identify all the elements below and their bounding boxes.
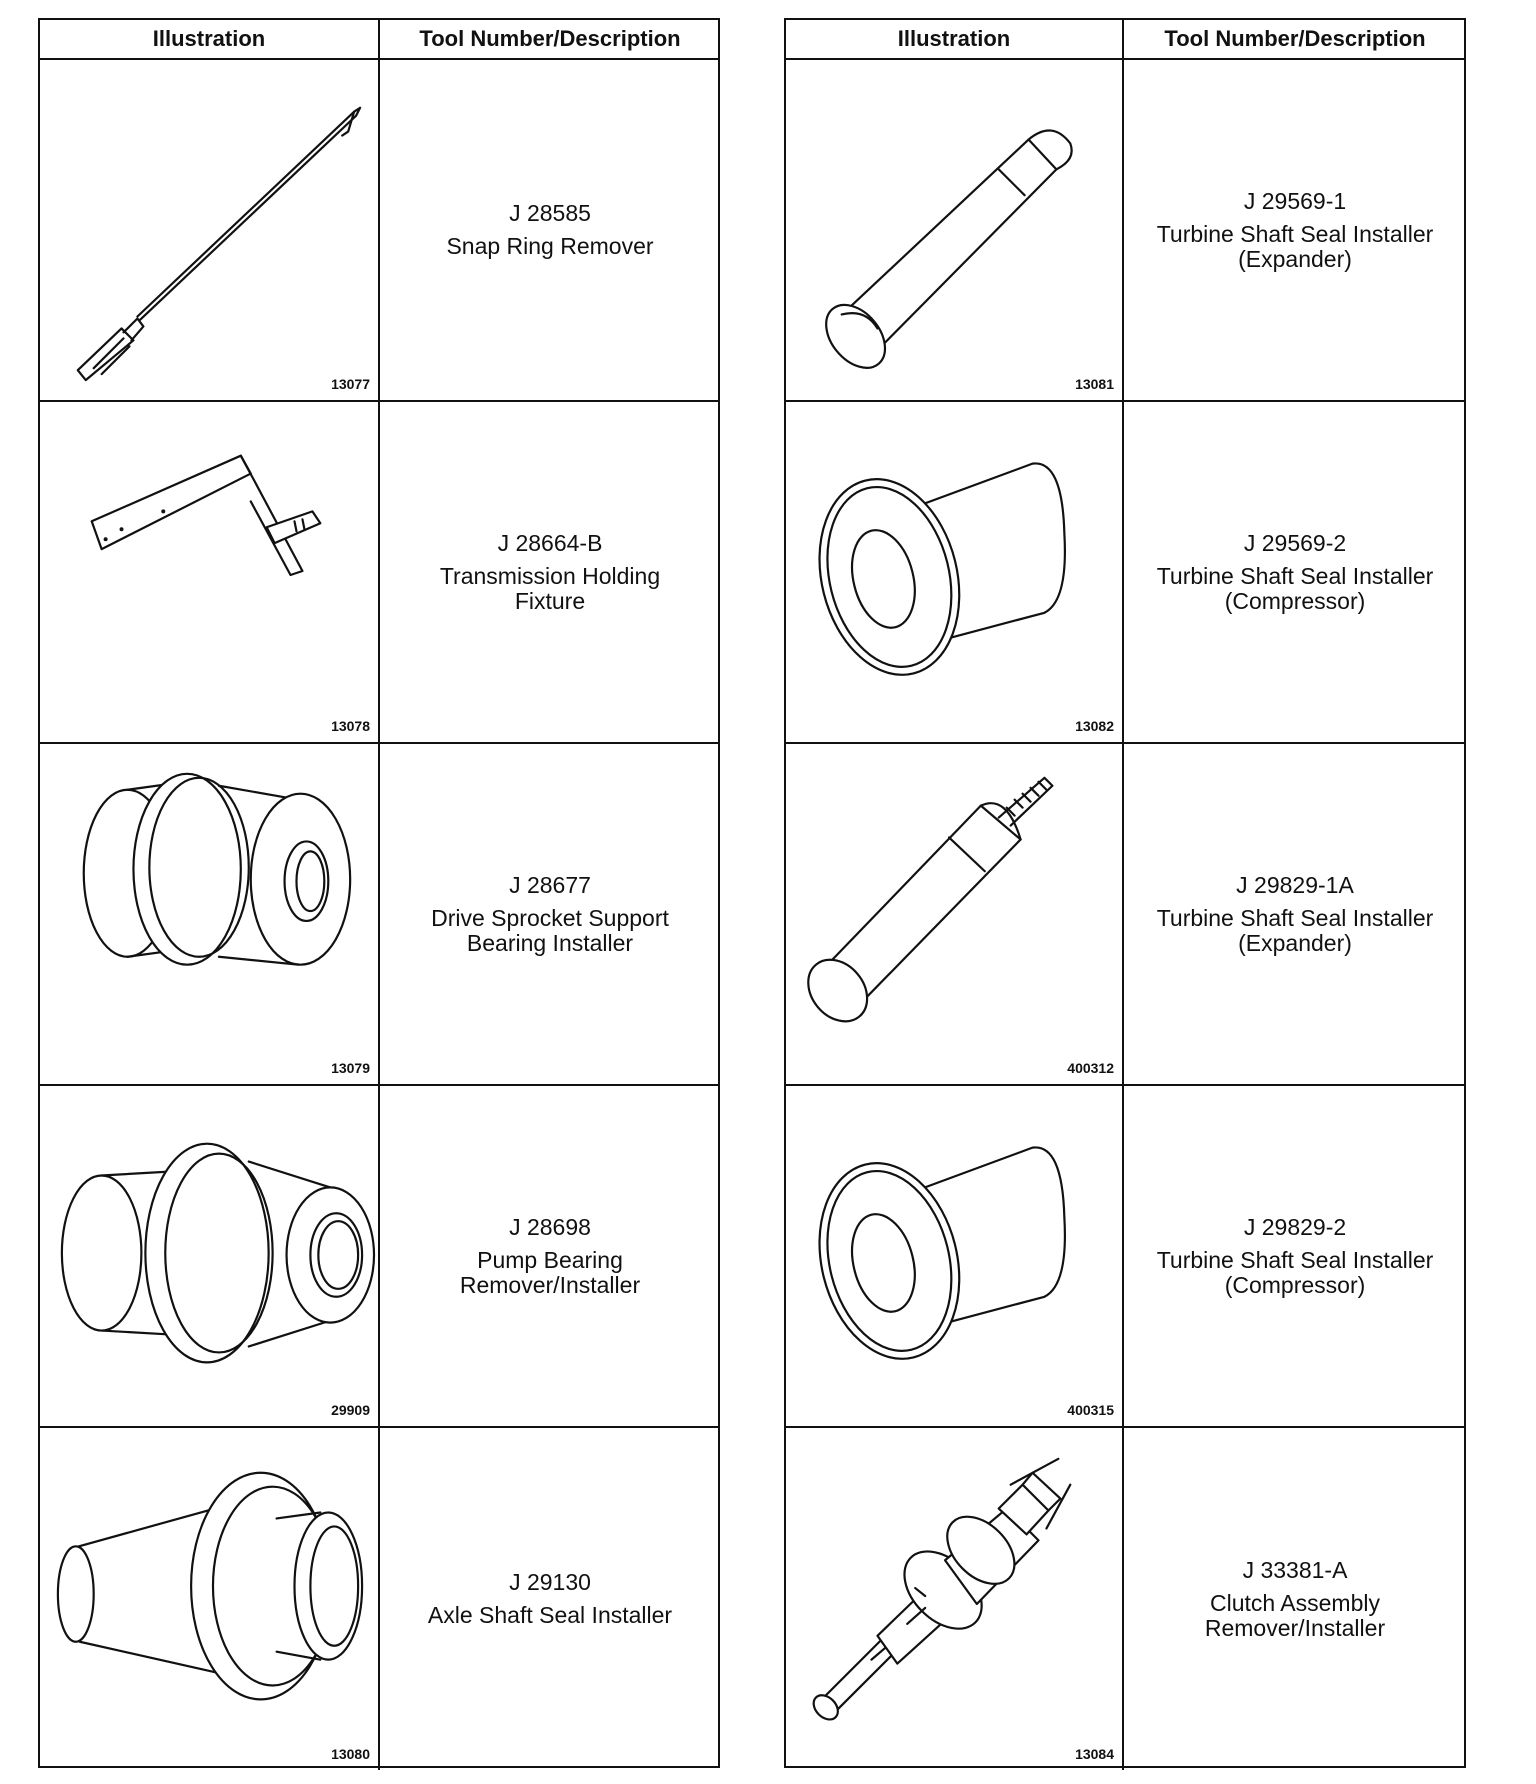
tool-name-line: Axle Shaft Seal Installer — [427, 1602, 673, 1628]
tool-name-line: Turbine Shaft Seal Installer — [1156, 220, 1434, 247]
tool-name-line: Clutch Assembly — [1209, 1589, 1380, 1616]
tool-name-line: (Compressor) — [1224, 587, 1366, 614]
figure-number: 29909 — [331, 1402, 370, 1418]
tool-name-line: Turbine Shaft Seal Installer — [1156, 1246, 1434, 1273]
tool-header: Tool Number/Description — [380, 20, 720, 60]
tool-number: J 33381-A — [1242, 1556, 1348, 1583]
snap-ring-remover-icon — [40, 60, 378, 400]
tool-name-line: Remover/Installer — [1204, 1614, 1386, 1641]
tool-name-line: (Expander) — [1238, 929, 1352, 956]
illustration-cell — [40, 60, 380, 402]
tool-name-line: Turbine Shaft Seal Installer — [1156, 562, 1434, 589]
tool-description — [1124, 402, 1466, 744]
tool-number: J 28664-B — [497, 529, 603, 556]
pump-bearing-tool-icon — [40, 1086, 378, 1426]
tool-name-line: Pump Bearing — [477, 1246, 623, 1273]
compressor-icon — [786, 1086, 1122, 1426]
tool-number: J 28585 — [509, 200, 591, 226]
illustration-cell — [786, 1428, 1124, 1770]
tool-number: J 28698 — [509, 1213, 591, 1240]
figure-number: 13081 — [1075, 376, 1114, 392]
figure-number: 13077 — [331, 376, 370, 392]
tool-description — [380, 60, 720, 402]
tool-number: J 29829-2 — [1243, 1213, 1347, 1240]
tool-name-line: (Compressor) — [1224, 1271, 1366, 1298]
tool-name-line: Turbine Shaft Seal Installer — [1156, 904, 1434, 931]
tool-number: J 29130 — [509, 1569, 591, 1595]
tool-description — [380, 1086, 720, 1428]
axle-seal-installer-icon — [40, 1428, 378, 1770]
expander-icon — [786, 60, 1122, 400]
illustration-header: Illustration — [40, 20, 380, 60]
holding-fixture-icon — [40, 402, 378, 742]
tool-name-line: Snap Ring Remover — [446, 233, 654, 259]
figure-number: 13082 — [1075, 718, 1114, 734]
illustration-cell — [786, 1086, 1124, 1428]
tool-name-line: Remover/Installer — [459, 1271, 641, 1298]
figure-number: 400315 — [1067, 1402, 1114, 1418]
tool-name-line: Transmission Holding — [439, 562, 661, 589]
figure-number: 13084 — [1075, 1746, 1114, 1762]
figure-number: 13080 — [331, 1746, 370, 1762]
tool-name-line: (Expander) — [1238, 245, 1352, 272]
illustration-cell — [40, 744, 380, 1086]
tool-description — [380, 744, 720, 1086]
tool-table-right — [784, 18, 1466, 1768]
tool-description — [380, 1428, 720, 1770]
figure-number: 13079 — [331, 1060, 370, 1076]
tool-number: J 29569-2 — [1243, 529, 1347, 556]
illustration-cell — [786, 402, 1124, 744]
tool-description — [1124, 744, 1466, 1086]
tool-name-line: Drive Sprocket Support — [431, 904, 669, 931]
bearing-installer-icon — [40, 744, 378, 1084]
illustration-cell — [40, 1428, 380, 1770]
tool-number: J 29569-1 — [1243, 187, 1347, 214]
tool-name-line: Fixture — [514, 587, 586, 614]
tool-name-line: Bearing Installer — [466, 929, 634, 956]
tool-number: J 28677 — [509, 871, 591, 898]
tool-table-left — [38, 18, 720, 1768]
tool-number: J 29829-1A — [1236, 871, 1354, 898]
illustration-cell — [786, 744, 1124, 1086]
tool-description — [1124, 1086, 1466, 1428]
clutch-tool-icon — [786, 1428, 1122, 1770]
threaded-expander-icon — [786, 744, 1122, 1084]
figure-number: 13078 — [331, 718, 370, 734]
illustration-cell — [786, 60, 1124, 402]
tool-description — [1124, 1428, 1466, 1770]
compressor-icon — [786, 402, 1122, 742]
illustration-cell — [40, 402, 380, 744]
figure-number: 400312 — [1067, 1060, 1114, 1076]
illustration-header: Illustration — [786, 20, 1124, 60]
tool-header: Tool Number/Description — [1124, 20, 1466, 60]
illustration-cell — [40, 1086, 380, 1428]
tool-description — [1124, 60, 1466, 402]
tool-description — [380, 402, 720, 744]
